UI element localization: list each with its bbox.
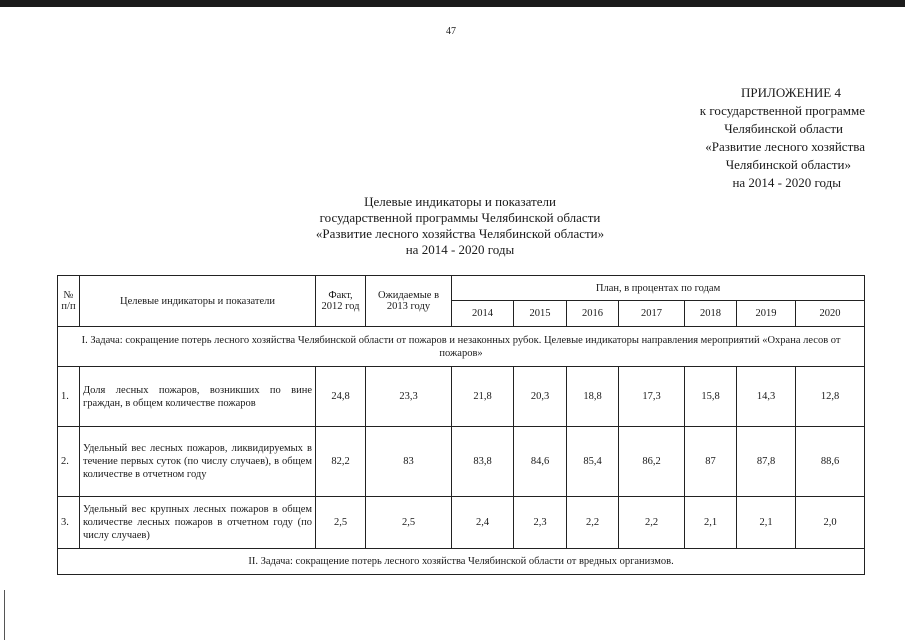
row-plan-value: 87,8: [737, 427, 796, 497]
appendix-line: к государственной программе: [699, 103, 865, 118]
row-plan-value: 2,2: [567, 497, 619, 549]
title-line: на 2014 - 2020 годы: [405, 242, 515, 257]
appendix-line: Челябинской области: [724, 121, 843, 136]
title-line: Целевые индикаторы и показатели: [364, 194, 556, 209]
row-plan-value: 88,6: [796, 427, 865, 497]
appendix-line: «Развитие лесного хозяйства: [705, 139, 865, 154]
task-row: [58, 327, 865, 367]
task-1-text: I. Задача: сокращение потерь лесного хозяйства Челябинской области от пожаров и незаконных рубок. Целевые индикаторы направления мероприятий «Охрана лесов от пожаров»: [58, 327, 865, 367]
row-indicator: Доля лесных пожаров, возникших по вине граждан, в общем количестве пожаров: [80, 367, 316, 427]
row-plan-value: 2,1: [685, 497, 737, 549]
appendix-line: ПРИЛОЖЕНИЕ 4: [741, 85, 841, 100]
row-plan-value: 15,8: [685, 367, 737, 427]
row-plan-value: 84,6: [514, 427, 567, 497]
row-indicator: Удельный вес лесных пожаров, ликвидируемых в течение первых суток (по числу случаев), в общем количестве в отчетном году: [80, 427, 316, 497]
table-row: [58, 427, 865, 497]
row-plan-value: 14,3: [737, 367, 796, 427]
header-year: 2019: [737, 301, 796, 327]
header-indicator: Целевые индикаторы и показатели: [80, 276, 316, 327]
row-plan-value: 86,2: [619, 427, 685, 497]
row-plan-value: 2,0: [796, 497, 865, 549]
header-row: [58, 276, 865, 301]
title-line: «Развитие лесного хозяйства Челябинской области»: [315, 226, 605, 241]
scan-top-border: [0, 0, 905, 7]
indicators-table: [57, 275, 865, 575]
row-plan-value: 2,4: [452, 497, 514, 549]
scan-edge-line: [4, 590, 5, 640]
row-num: 1.: [58, 367, 80, 427]
row-plan-value: 85,4: [567, 427, 619, 497]
row-expected: 83: [366, 427, 452, 497]
row-plan-value: 21,8: [452, 367, 514, 427]
row-plan-value: 17,3: [619, 367, 685, 427]
row-plan-value: 83,8: [452, 427, 514, 497]
page-number: 47: [446, 26, 456, 37]
header-year: 2015: [514, 301, 567, 327]
document-title: [210, 194, 710, 258]
row-fact: 2,5: [316, 497, 366, 549]
row-plan-value: 87: [685, 427, 737, 497]
row-fact: 82,2: [316, 427, 366, 497]
title-line: государственной программы Челябинской области: [319, 210, 601, 225]
row-num: 2.: [58, 427, 80, 497]
header-year: 2016: [567, 301, 619, 327]
task-2-text: II. Задача: сокращение потерь лесного хозяйства Челябинской области от вредных организмов.: [58, 549, 865, 575]
header-num: № п/п: [58, 276, 80, 327]
row-plan-value: 2,2: [619, 497, 685, 549]
appendix-line: на 2014 - 2020 годы: [732, 175, 841, 190]
row-fact: 24,8: [316, 367, 366, 427]
table-row: [58, 367, 865, 427]
header-year: 2020: [796, 301, 865, 327]
row-indicator: Удельный вес крупных лесных пожаров в общем количестве лесных пожаров в отчетном году (по числу случаев): [80, 497, 316, 549]
header-plan: План, в процентах по годам: [452, 276, 865, 301]
row-plan-value: 12,8: [796, 367, 865, 427]
header-year: 2018: [685, 301, 737, 327]
row-plan-value: 2,1: [737, 497, 796, 549]
row-num: 3.: [58, 497, 80, 549]
appendix-header: [545, 84, 865, 192]
task-row: [58, 549, 865, 575]
row-plan-value: 2,3: [514, 497, 567, 549]
table-row: [58, 497, 865, 549]
row-expected: 23,3: [366, 367, 452, 427]
appendix-line: Челябинской области»: [725, 157, 851, 172]
row-plan-value: 18,8: [567, 367, 619, 427]
row-expected: 2,5: [366, 497, 452, 549]
header-year: 2014: [452, 301, 514, 327]
header-fact: Факт, 2012 год: [316, 276, 366, 327]
row-plan-value: 20,3: [514, 367, 567, 427]
header-year: 2017: [619, 301, 685, 327]
header-expected: Ожидаемые в 2013 году: [366, 276, 452, 327]
